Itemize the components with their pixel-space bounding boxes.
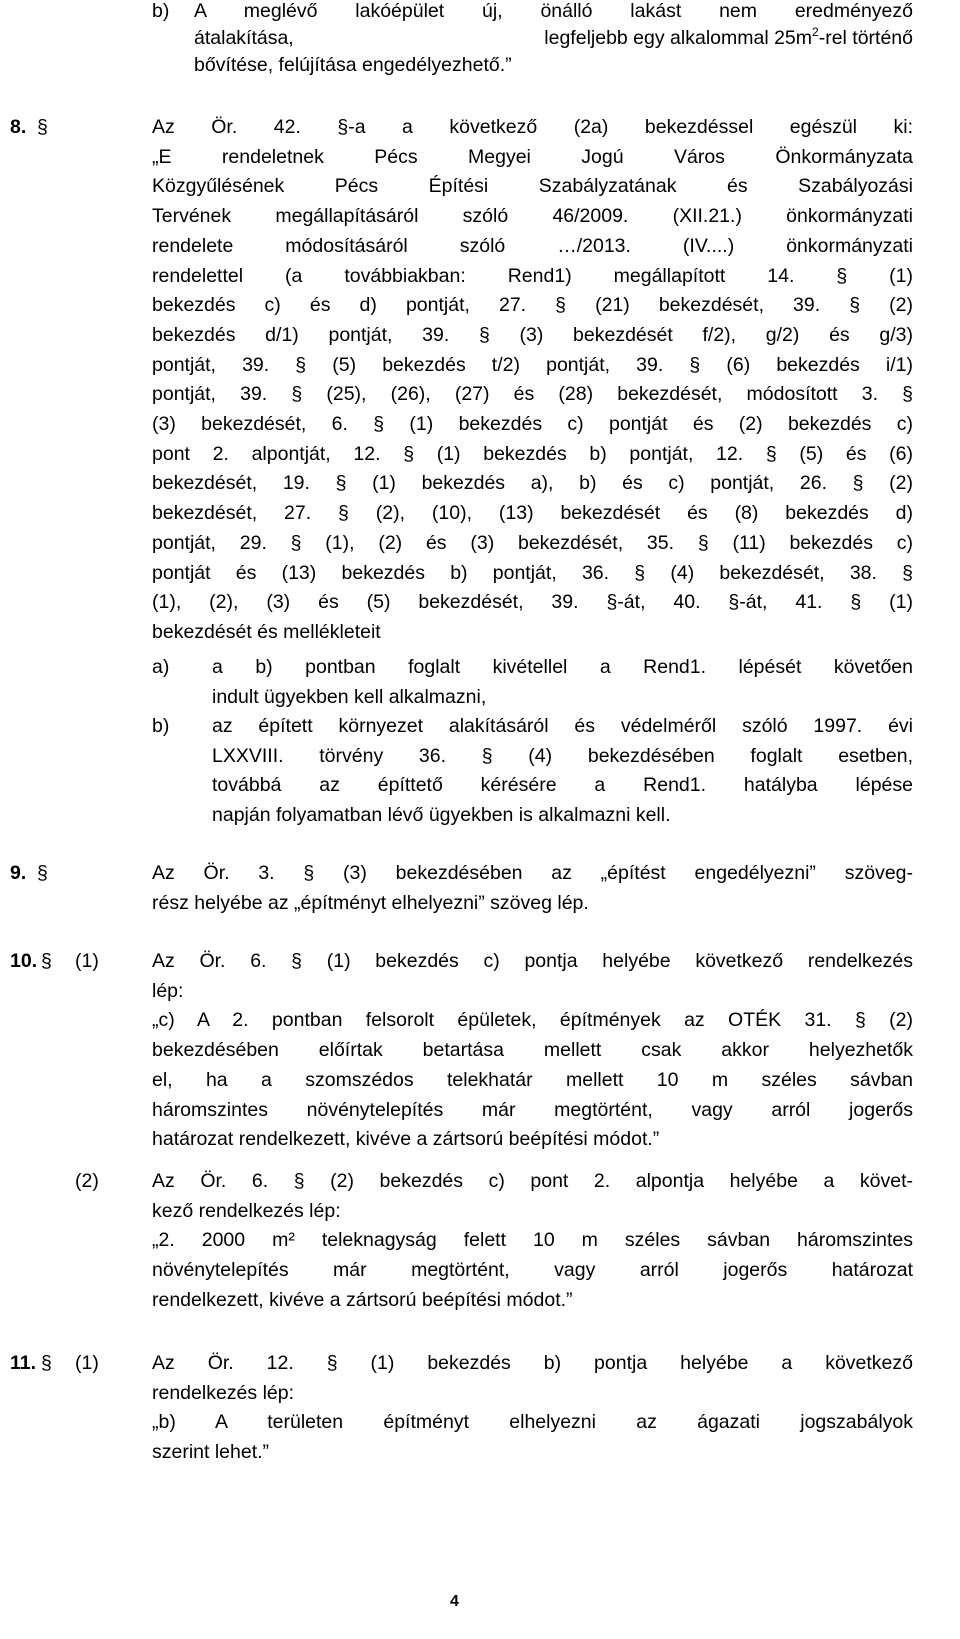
text-line: el, ha a szomszédos telekhatár mellett 10 m széles sávban <box>152 1068 913 1091</box>
text-line: kező rendelkezés lép: <box>152 1199 341 1222</box>
text-line: pontját, 39. § (25), (26), (27) és (28) bekezdését, módosított 3. § <box>152 383 913 406</box>
text-line: A meglévő lakóépület új, önálló lakást nem eredményező <box>194 0 913 22</box>
text-line: bekezdését, 27. § (2), (10), (13) bekezdését és (8) bekezdés d) <box>152 502 913 525</box>
section-number: 8. <box>10 116 27 138</box>
text-line: napján folyamatban lévő ügyekben is alkalmazni kell. <box>212 803 671 826</box>
text-fragment: -rel történő <box>818 27 913 49</box>
text-line: rendelkezett, kivéve a zártsorú beépítési módot.” <box>152 1288 573 1311</box>
text-line: (3) bekezdését, 6. § (1) bekezdés c) pontját és (2) bekezdés c) <box>152 413 913 435</box>
text-line: LXXVIII. törvény 36. § (4) bekezdésében foglalt esetben, <box>212 744 913 767</box>
text-line: határozat rendelkezett, kivéve a zártsorú beépítési módot.” <box>152 1128 660 1151</box>
text-line: pontját és (13) bekezdés b) pontját, 36. § (4) bekezdését, 38. § <box>152 561 913 584</box>
paragraph-label: (1) <box>75 950 99 972</box>
text-line: lép: <box>152 979 184 1002</box>
text-line: (1), (2), (3) és (5) bekezdését, 39. §-át, 40. §-át, 41. § (1) <box>152 591 913 614</box>
text-line: Közgyűlésének Pécs Építési Szabályzatának és Szabályozási <box>152 175 913 198</box>
text-line: bekezdését, 19. § (1) bekezdés a), b) és c) pontját, 26. § (2) <box>152 472 913 495</box>
section-symbol: § <box>37 116 48 138</box>
item-label-b: b) <box>152 0 170 22</box>
superscript: 2 <box>812 25 819 39</box>
text-line: Tervének megállapításáról szóló 46/2009. (XII.21.) önkormányzati <box>152 205 913 228</box>
text-line: bekezdését és mellékleteit <box>152 620 381 643</box>
text-line: Az Ör. 42. §-a a következő (2a) bekezdéssel egészül ki: <box>152 116 913 138</box>
text-line: indult ügyekben kell alkalmazni, <box>212 685 487 708</box>
text-line: „b) A területen építményt elhelyezni az ágazati jogszabályok <box>152 1411 913 1434</box>
text-line: rendelettel (a továbbiakban: Rend1) megállapított 14. § (1) <box>152 264 913 287</box>
text-line: bekezdés d/1) pontját, 39. § (3) bekezdését f/2), g/2) és g/3) <box>152 323 913 346</box>
text-line: Az Ör. 6. § (2) bekezdés c) pont 2. alpontja helyébe a követ- <box>152 1170 913 1192</box>
text-fragment: átalakítása, <box>194 27 294 49</box>
text-line: az épített környezet alakításáról és védelméről szóló 1997. évi <box>212 715 913 737</box>
text-line: pont 2. alpontját, 12. § (1) bekezdés b) pontját, 12. § (5) és (6) <box>152 442 913 465</box>
item-label-b: b) <box>152 715 170 737</box>
text-fragment: legfeljebb egy alkalommal 25m <box>544 27 813 49</box>
text-line: rész helyébe az „építményt elhelyezni” szöveg lép. <box>152 891 589 914</box>
section-number: 9. <box>10 862 27 884</box>
text-line: Az Ör. 12. § (1) bekezdés b) pontja helyébe a következő <box>152 1352 913 1374</box>
section-symbol: § <box>37 862 48 884</box>
text-line: a b) pontban foglalt kivétellel a Rend1. lépését követően <box>212 656 913 678</box>
text-line: pontját, 29. § (1), (2) és (3) bekezdését, 35. § (11) bekezdés c) <box>152 531 913 554</box>
text-line: „c) A 2. pontban felsorolt épületek, építmények az OTÉK 31. § (2) <box>152 1009 913 1032</box>
text-line: bekezdés c) és d) pontját, 27. § (21) bekezdését, 39. § (2) <box>152 294 913 317</box>
section-number: 11. <box>10 1352 37 1374</box>
text-line: szerint lehet.” <box>152 1441 270 1464</box>
text-line: továbbá az építtető kérésére a Rend1. hatályba lépése <box>212 774 913 796</box>
text-line: Az Ör. 3. § (3) bekezdésében az „építést engedélyezni” szöveg- <box>152 862 913 884</box>
text-line: rendelkezés lép: <box>152 1381 295 1404</box>
section-symbol: § <box>41 1352 52 1374</box>
text-line: pontját, 39. § (5) bekezdés t/2) pontját, 39. § (6) bekezdés i/1) <box>152 353 913 376</box>
text-line: háromszintes növénytelepítés már megtörtént, vagy arról jogerős <box>152 1098 913 1121</box>
text-line: „E rendeletnek Pécs Megyei Jogú Város Önkormányzata <box>152 145 913 168</box>
text-fragment <box>544 25 913 52</box>
section-symbol: § <box>41 950 52 972</box>
text-line: Az Ör. 6. § (1) bekezdés c) pontja helyébe következő rendelkezés <box>152 950 913 972</box>
text-line: bővítése, felújítása engedélyezhető.” <box>194 54 512 76</box>
section-number: 10. <box>10 950 38 972</box>
text-line: „2. 2000 m² teleknagyság felett 10 m széles sávban háromszintes <box>152 1229 913 1252</box>
text-line: növénytelepítés már megtörtént, vagy arról jogerős határozat <box>152 1259 913 1282</box>
item-label-a: a) <box>152 656 170 678</box>
paragraph-label: (1) <box>75 1352 99 1374</box>
text-line: rendelete módosításáról szóló …/2013. (IV....) önkormányzati <box>152 234 913 257</box>
page-number: 4 <box>450 1593 459 1610</box>
text-line: bekezdésében előírtak betartása mellett csak akkor helyezhetők <box>152 1039 913 1062</box>
paragraph-label: (2) <box>75 1170 99 1192</box>
text-line <box>194 25 913 52</box>
